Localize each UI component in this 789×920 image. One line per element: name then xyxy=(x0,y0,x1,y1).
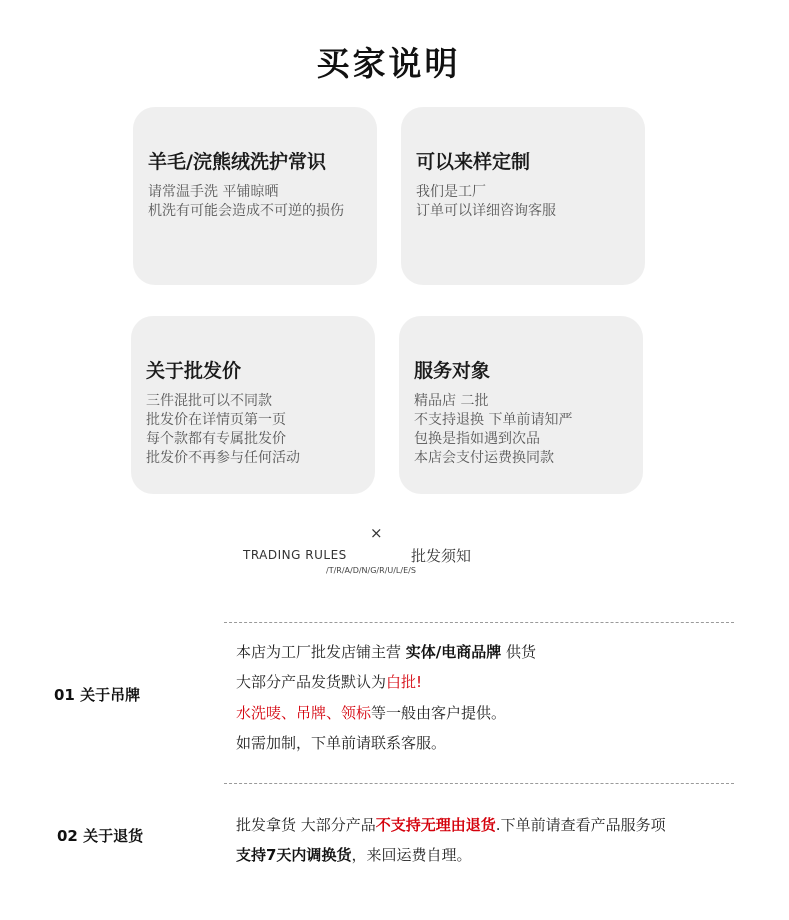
card-line: 订单可以详细咨询客服 xyxy=(416,203,556,219)
section-line xyxy=(236,702,506,723)
card-line: 批发价在详情页第一页 xyxy=(146,412,286,428)
highlight-text: 白批! xyxy=(386,673,423,691)
card-line: 请常温手洗 平铺晾晒 xyxy=(148,184,279,200)
info-card-service-target xyxy=(399,316,643,494)
card-line: 批发价不再参与任何活动 xyxy=(146,450,300,466)
text: 批发拿货 大部分产品 xyxy=(236,816,376,834)
card-title: 关于批发价 xyxy=(146,360,242,382)
trading-rules-subtitle: /T/R/A/D/N/G/R/U/L/E/S xyxy=(326,566,416,575)
card-title: 服务对象 xyxy=(414,360,491,382)
highlight-text: 水洗唛、吊牌、领标 xyxy=(236,704,372,722)
info-card-washing-care xyxy=(133,107,377,285)
section-line: 如需加制，下单前请联系客服。 xyxy=(236,734,447,752)
section-label-returns: 02 关于退货 xyxy=(57,827,144,845)
text: .下单前请查看产品服务项 xyxy=(495,816,666,834)
section-label-tags: 01 关于吊牌 xyxy=(54,686,141,704)
divider xyxy=(224,622,734,623)
bold-text: 实体/电商品牌 xyxy=(405,643,502,661)
text: 大部分产品发货默认为 xyxy=(236,673,387,691)
info-card-wholesale-price xyxy=(131,316,375,494)
info-card-custom-sample xyxy=(401,107,645,285)
trading-rules-heading-en: TRADING RULES xyxy=(243,548,347,562)
section-line xyxy=(236,844,471,865)
card-title: 羊毛/浣熊绒洗护常识 xyxy=(148,151,326,173)
page-title: 买家说明 xyxy=(316,44,461,83)
bold-text: 支持7天内调换货 xyxy=(236,846,352,864)
divider xyxy=(224,783,734,784)
card-line: 我们是工厂 xyxy=(416,184,486,200)
text: 等一般由客户提供。 xyxy=(371,704,507,722)
cross-icon: × xyxy=(370,524,383,542)
section-line xyxy=(236,671,422,692)
card-line: 不支持退换 下单前请知严 xyxy=(414,412,573,428)
text: 本店为工厂批发店铺主营 xyxy=(236,643,406,661)
section-line xyxy=(236,814,666,835)
card-line: 每个款都有专属批发价 xyxy=(146,431,286,447)
card-line: 机洗有可能会造成不可逆的损伤 xyxy=(148,203,344,219)
text: ，来回运费自理。 xyxy=(351,846,472,864)
card-line: 三件混批可以不同款 xyxy=(146,393,272,409)
section-line xyxy=(236,641,536,662)
trading-rules-heading-cn: 批发须知 xyxy=(411,547,472,565)
text: 供货 xyxy=(501,643,537,661)
card-line: 本店会支付运费换同款 xyxy=(414,450,554,466)
card-line: 精品店 二批 xyxy=(414,393,489,409)
highlight-text: 不支持无理由退货 xyxy=(375,816,496,834)
card-title: 可以来样定制 xyxy=(416,151,531,173)
card-line: 包换是指如遇到次品 xyxy=(414,431,540,447)
